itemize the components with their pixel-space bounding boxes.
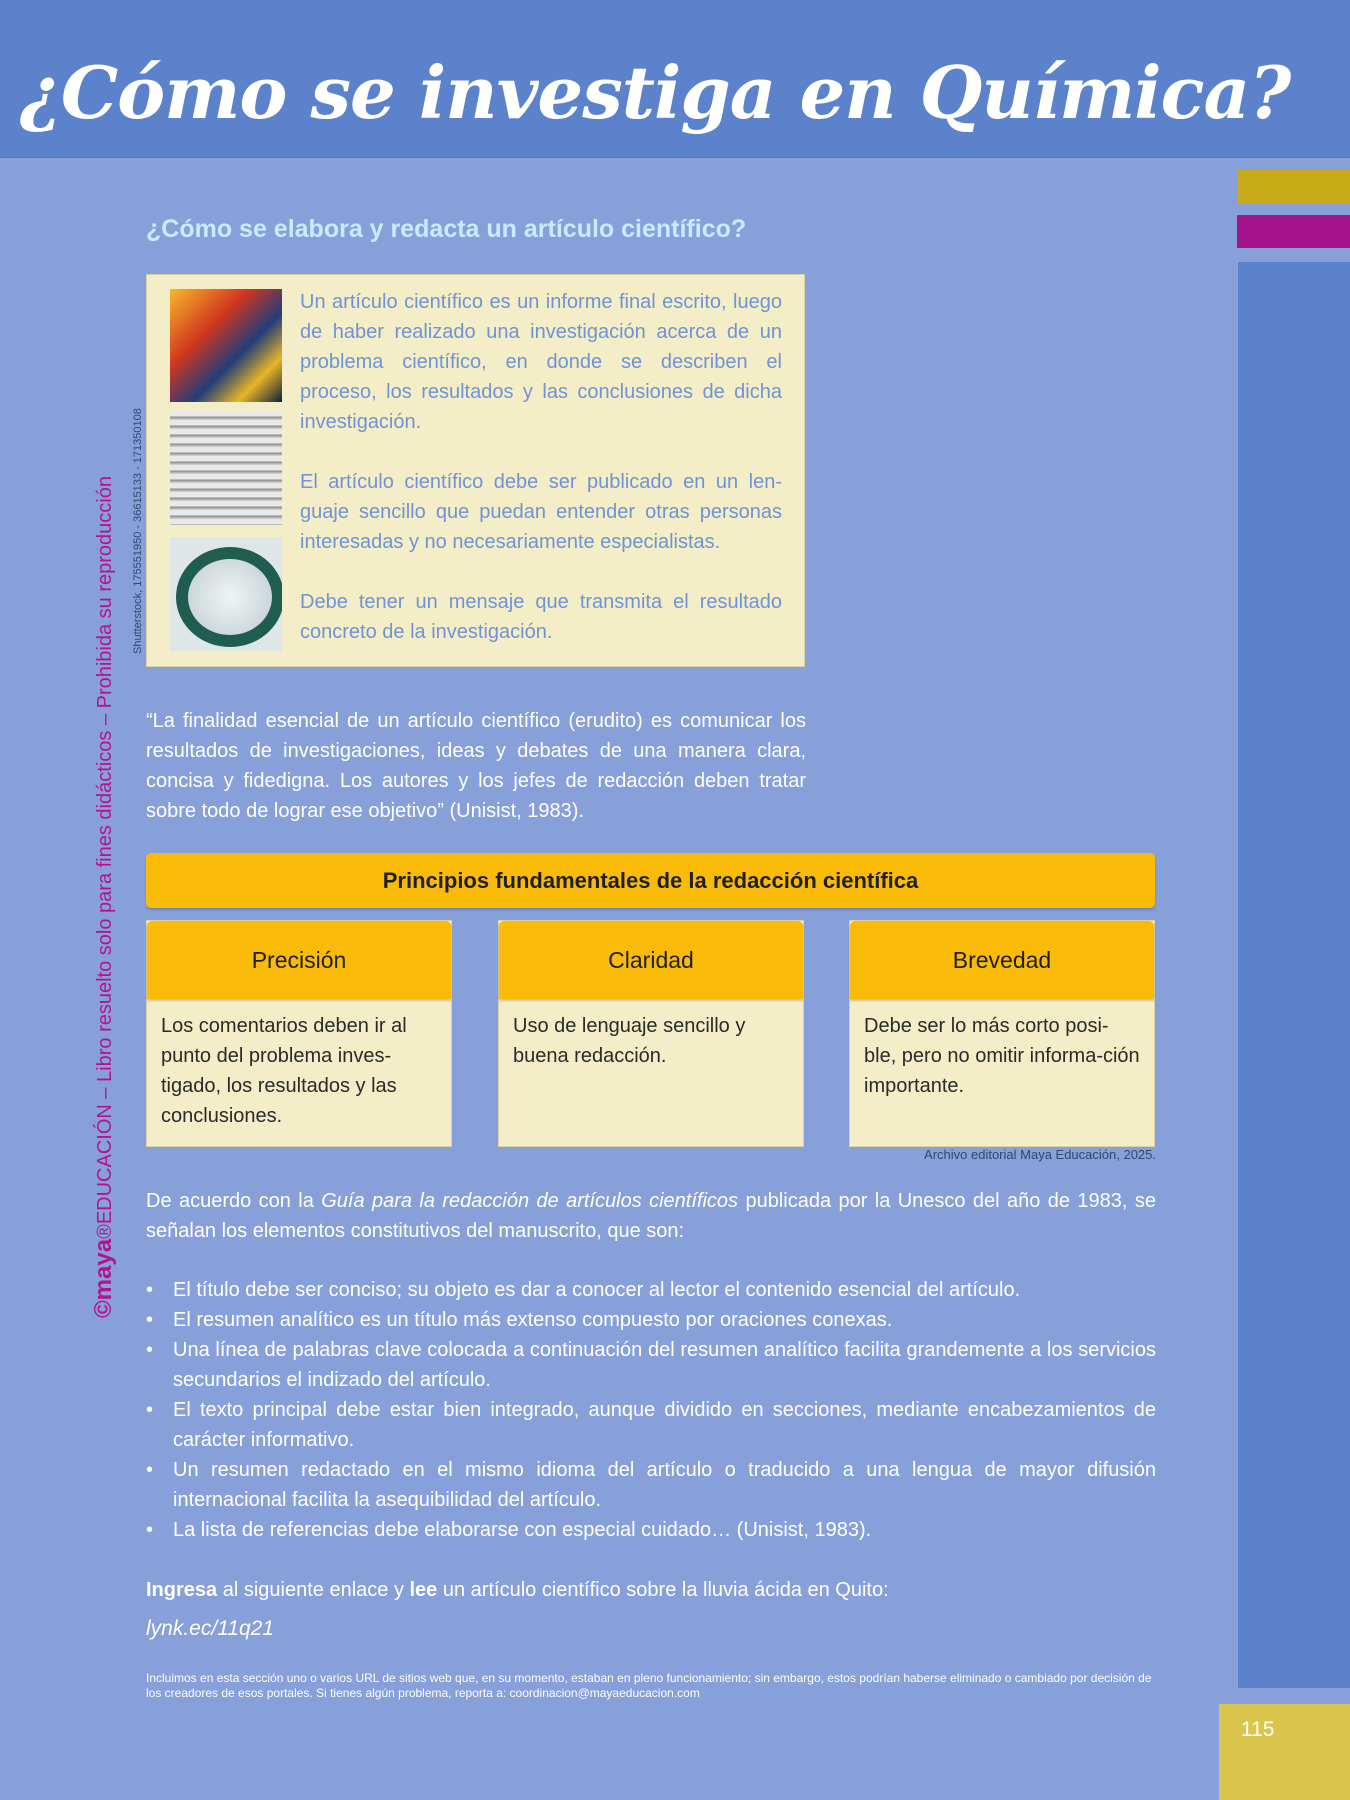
copyright-brand: ©maya [90,1238,117,1318]
printed-pages-image [170,411,282,525]
article-link[interactable]: lynk.ec/11q21 [146,1617,275,1640]
principle-heading: Brevedad [850,921,1154,999]
principles-title: Principios fundamentales de la redacción científica [146,853,1155,908]
page-number-box [1219,1704,1350,1800]
guide-title: Guía para la redacción de artículos científicos [321,1190,739,1212]
magnifying-glass-image [170,537,282,651]
principle-card-clarity [498,920,804,1147]
list-item: • El título debe ser conciso; su objeto es dar a conocer al lector el contenido esencial del artículo. [146,1275,1156,1305]
page-number: 115 [1241,1718,1275,1741]
list-item: • La lista de referencias debe elaborarse con especial cuidado… (Unisist, 1983). [146,1515,1156,1545]
right-side-band [1238,262,1350,1688]
intro-paragraph: Un artículo científico es un informe final escrito, luego de haber realizado una investigación acerca de un problema científico, en donde se describen el proceso, los resultados y las conclusiones de dicha investigación. [300,291,782,433]
principle-text: Los comentarios deben ir al punto del problema inves-tigado, los resultados y las conclusiones. [161,1015,407,1127]
page-header [0,0,1350,158]
principle-heading: Precisión [147,921,451,999]
intro-paragraph: El artículo científico debe ser publicado en un len-guaje sencillo que puedan entender otras personas interesadas y no necesariamente especialistas. [300,471,782,553]
list-item: • Un resumen redactado en el mismo idioma del artículo o traducido a una lengua de mayor difusión internacional facilita la asequibilidad del artículo. [146,1455,1156,1515]
elements-list [146,1275,1156,1545]
list-item: • Una línea de palabras clave colocada a continuación del resumen analítico facilita grandemente a los servicios secundarios el indizado del artículo. [146,1335,1156,1395]
principle-card-brevity [849,920,1155,1147]
instruction-bold-lee: lee [409,1579,438,1601]
copyright-text: ®EDUCACIÓN – Libro resuelto solo para fines didácticos – Prohibida su reproducción [94,476,116,1239]
url-disclaimer: Incluimos en esta sección uno o varios URL de sitios web que, en su momento, estaban en pleno funcionamiento; sin embargo, estos podrían haberse eliminado o cambiado por decisión de los creadores de esos portales. Si tienes algún problema, reporta a: coordinacion@mayaeducacion.com [146,1671,1152,1700]
elements-intro [146,1186,1156,1246]
list-item: • El resumen analítico es un título más extenso compuesto por oraciones conexas. [146,1305,1156,1335]
instruction-text: al siguiente enlace y [217,1579,410,1601]
intro-paragraph: Debe tener un mensaje que transmita el resultado concreto de la investigación. [300,591,782,643]
link-instruction [146,1575,1156,1605]
instruction-text-end: un artículo científico sobre la lluvia ácida en Quito: [437,1579,889,1601]
instruction-bold-ingresa: Ingresa [146,1579,218,1601]
intro-box [146,274,805,667]
principle-card-precision [146,920,452,1147]
elements-intro-start: De acuerdo con la [146,1190,322,1212]
magazines-image [170,289,282,402]
copyright-notice [86,468,122,1318]
intro-text [300,287,782,647]
page-title: ¿Cómo se investiga en Química? [19,50,1291,135]
principle-heading: Claridad [499,921,803,999]
gold-tab [1237,170,1350,203]
principles-source: Archivo editorial Maya Educación, 2025. [924,1147,1156,1162]
elements-intro-end: publicada por la Unesco del año de 1983, se señalan los elementos constitutivos del manuscrito, que son: [146,1190,1156,1242]
principle-text: Debe ser lo más corto posi-ble, pero no omitir informa-ción importante. [864,1015,1140,1097]
magnifier-ring-icon [176,547,282,647]
list-item: • El texto principal debe estar bien integrado, aunque dividido en secciones, mediante encabezamientos de carácter informativo. [146,1395,1156,1455]
photo-credit: Shutterstock, 175551950 - 36615133 - 171350108 [132,408,144,654]
principle-text: Uso de lenguaje sencillo y buena redacción. [513,1015,746,1067]
section-title: ¿Cómo se elabora y redacta un artículo científico? [146,215,747,243]
magenta-tab [1237,215,1350,248]
unisist-quote: “La finalidad esencial de un artículo científico (erudito) es comunicar los resultados de investigaciones, ideas y debates de una manera clara, concisa y fidedigna. Los autores y los jefes de redacción deben tratar sobre todo de lograr ese objetivo” (Unisist, 1983). [146,710,806,822]
